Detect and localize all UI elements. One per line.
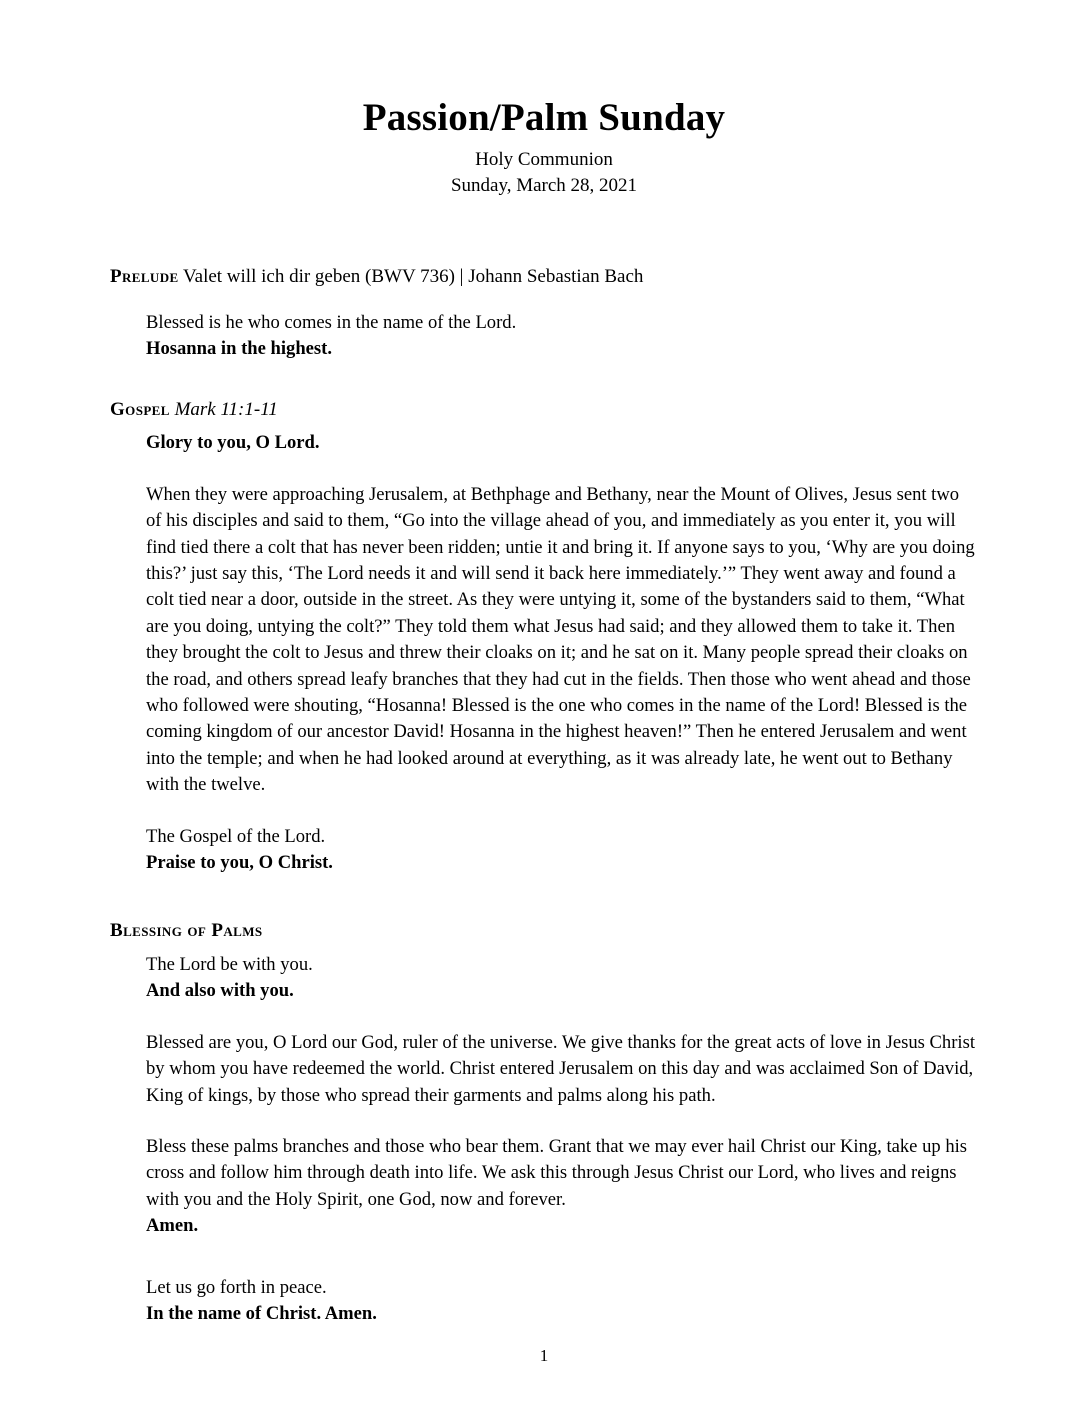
palms-greeting-response: And also with you. [146, 980, 294, 1002]
gospel-citation: Mark 11:1-11 [174, 398, 278, 420]
blessing-of-palms-heading [110, 919, 978, 944]
spacer [146, 1122, 978, 1134]
palms-prayer-2: Bless these palms branches and those who bear them. Grant that we may ever hail Christ our King, take up his cross and follow him through death into life. We ask this through Jesus Christ our Lord, who lives and reigns with you and the Holy Spirit, one God, now and forever. [146, 1135, 968, 1210]
prelude-heading [110, 265, 978, 290]
spacer [110, 376, 978, 398]
service-date: Sunday, March 28, 2021 [450, 175, 638, 197]
page-title: Passion/Palm Sunday [362, 96, 726, 139]
palms-dismissal-response: In the name of Christ. Amen. [146, 1302, 377, 1324]
gospel-acclamation: Glory to you, O Lord. [146, 432, 320, 454]
gospel-heading [110, 398, 978, 423]
palms-greeting: The Lord be with you. [146, 953, 313, 975]
palms-amen: Amen. [146, 1215, 199, 1237]
gospel-closing-response: Praise to you, O Christ. [146, 851, 333, 873]
prelude-response: Hosanna in the highest. [146, 338, 332, 360]
section-prelude [110, 265, 978, 362]
spacer [146, 1253, 978, 1275]
spacer [146, 1018, 978, 1030]
service-body [110, 265, 978, 1327]
palms-dismissal: Let us go forth in peace. [146, 1276, 327, 1298]
service-type: Holy Communion [475, 148, 613, 170]
spacer [110, 889, 978, 919]
prelude-dialogue [146, 310, 978, 363]
prelude-label: Prelude [110, 266, 179, 288]
blessing-of-palms-body [146, 952, 978, 1327]
spacer [146, 470, 978, 482]
prelude-text: Valet will ich dir geben (BWV 736) | Johann Sebastian Bach [183, 266, 644, 288]
section-blessing-of-palms [110, 919, 978, 1327]
gospel-label: Gospel [110, 398, 170, 420]
prelude-versicle: Blessed is he who comes in the name of the Lord. [146, 311, 517, 333]
page-number: 1 [539, 1346, 549, 1365]
palms-prayer-1: Blessed are you, O Lord our God, ruler of the universe. We give thanks for the great acts of love in Jesus Christ by whom you have redeemed the world. Christ entered Jerusalem on this day and was acclaimed Son of David, King of kings, by those who spread their garments and palms along his path. [146, 1031, 975, 1106]
section-gospel [110, 398, 978, 877]
spacer [146, 812, 978, 824]
gospel-closing-versicle: The Gospel of the Lord. [146, 825, 326, 847]
gospel-reading: When they were approaching Jerusalem, at Bethphage and Bethany, near the Mount of Olives, Jesus sent two of his disciples and said to them, “Go into the village ahead of you, and immediately as you enter it, you will find tied there a colt that has never been ridden; untie it and bring it. If anyone says to you, ‘Why are you doing this?’ just say this, ‘The Lord needs it and will send it back here immediately.’” They went away and found a colt tied near a door, outside in the street. As they were untying it, some of the bystanders said to them, “What are you doing, untying the colt?” They told them what Jesus had said; and they allowed them to take it. Then they brought the colt to Jesus and threw their cloaks on it; and he sat on it. Many people spread their cloaks on the road, and others spread leafy branches that they had cut in the fields. Then those who went ahead and those who followed were shouting, “Hosanna! Blessed is the one who comes in the name of the Lord! Blessed is the coming kingdom of our ancestor David! Hosanna in the highest heaven!” Then he entered Jerusalem and went into the temple; and when he had looked around at everything, as it was already late, he went out to Bethany with the twelve. [146, 483, 975, 796]
spacer [110, 298, 978, 310]
blessing-of-palms-label: Blessing of Palms [110, 920, 263, 942]
gospel-body [146, 430, 978, 876]
